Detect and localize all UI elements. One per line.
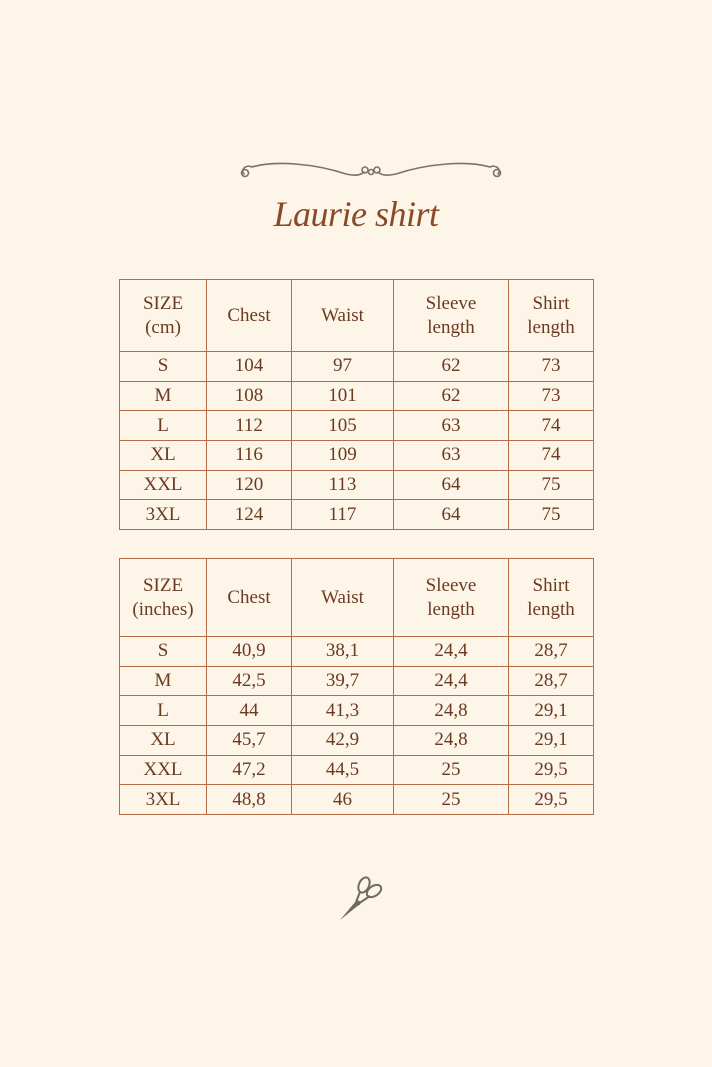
measurement-cell: 62 [394,352,509,382]
header-chest: Chest [207,559,292,637]
measurement-cell: 62 [394,381,509,411]
size-label-cell: XL [120,441,207,471]
measurement-cell: 64 [394,470,509,500]
measurement-cell: 46 [292,785,394,815]
table-row [120,696,594,726]
measurement-cell: 25 [394,755,509,785]
measurement-cell: 48,8 [207,785,292,815]
size-label-cell: 3XL [120,500,207,530]
size-label-cell: 3XL [120,785,207,815]
header-row [120,280,594,352]
measurement-cell: 40,9 [207,637,292,667]
measurement-cell: 101 [292,381,394,411]
header-waist: Waist [292,559,394,637]
measurement-cell: 24,8 [394,726,509,756]
page-title: Laurie shirt [273,194,439,234]
size-label-cell: M [120,666,207,696]
table-row [120,666,594,696]
measurement-cell: 117 [292,500,394,530]
size-label-cell: XXL [120,470,207,500]
measurement-cell: 24,4 [394,666,509,696]
measurement-cell: 42,9 [292,726,394,756]
size-label-cell: L [120,696,207,726]
table-row [120,726,594,756]
size-label-cell: M [120,381,207,411]
measurement-cell: 39,7 [292,666,394,696]
table-row [120,755,594,785]
measurement-cell: 45,7 [207,726,292,756]
measurement-cell: 124 [207,500,292,530]
measurement-cell: 24,8 [394,696,509,726]
table-row [120,352,594,382]
header-chest: Chest [207,280,292,352]
size-table-inches [119,558,594,815]
flourish-divider-icon [236,158,506,188]
size-label-cell: XL [120,726,207,756]
header-waist: Waist [292,280,394,352]
measurement-cell: 73 [509,352,594,382]
size-label-cell: S [120,637,207,667]
measurement-cell: 42,5 [207,666,292,696]
measurement-cell: 63 [394,441,509,471]
measurement-cell: 73 [509,381,594,411]
measurement-cell: 63 [394,411,509,441]
measurement-cell: 47,2 [207,755,292,785]
measurement-cell: 29,1 [509,726,594,756]
measurement-cell: 25 [394,785,509,815]
table-row [120,411,594,441]
table-row [120,785,594,815]
header-size: SIZE (cm) [120,280,207,352]
header-size: SIZE (inches) [120,559,207,637]
measurement-cell: 41,3 [292,696,394,726]
measurement-cell: 75 [509,470,594,500]
size-label-cell: S [120,352,207,382]
table-row [120,637,594,667]
table-row [120,441,594,471]
measurement-cell: 105 [292,411,394,441]
measurement-cell: 109 [292,441,394,471]
measurement-cell: 29,5 [509,785,594,815]
measurement-cell: 113 [292,470,394,500]
table-row [120,470,594,500]
measurement-cell: 28,7 [509,666,594,696]
size-table-cm [119,279,594,530]
measurement-cell: 29,1 [509,696,594,726]
scissors-icon [334,874,386,922]
measurement-cell: 74 [509,411,594,441]
measurement-cell: 74 [509,441,594,471]
header-shirt-length: Shirt length [509,280,594,352]
measurement-cell: 28,7 [509,637,594,667]
size-label-cell: L [120,411,207,441]
measurement-cell: 116 [207,441,292,471]
measurement-cell: 64 [394,500,509,530]
size-label-cell: XXL [120,755,207,785]
measurement-cell: 38,1 [292,637,394,667]
table-row [120,500,594,530]
measurement-cell: 29,5 [509,755,594,785]
measurement-cell: 44 [207,696,292,726]
table-row [120,381,594,411]
measurement-cell: 75 [509,500,594,530]
measurement-cell: 112 [207,411,292,441]
measurement-cell: 24,4 [394,637,509,667]
header-sleeve-length: Sleeve length [394,559,509,637]
measurement-cell: 108 [207,381,292,411]
measurement-cell: 44,5 [292,755,394,785]
measurement-cell: 104 [207,352,292,382]
measurement-cell: 120 [207,470,292,500]
measurement-cell: 97 [292,352,394,382]
header-sleeve-length: Sleeve length [394,280,509,352]
header-shirt-length: Shirt length [509,559,594,637]
header-row [120,559,594,637]
